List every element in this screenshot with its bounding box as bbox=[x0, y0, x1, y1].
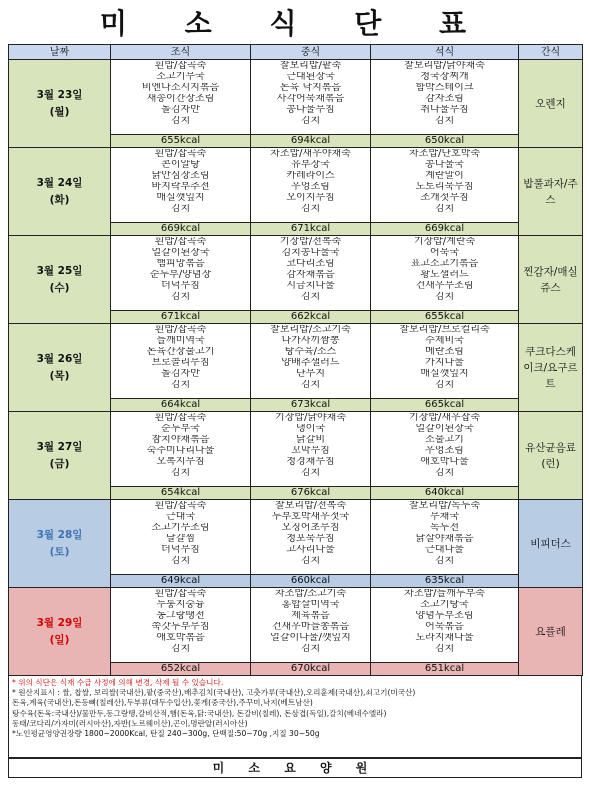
notes-section bbox=[8, 676, 582, 758]
dish-item: 순두부/양념장 bbox=[149, 269, 212, 280]
day-row bbox=[9, 500, 583, 588]
page-title: 미 소 식 단 표 bbox=[99, 7, 491, 40]
footer-facility-name: 미 소 요 양 원 bbox=[8, 758, 582, 778]
dinner-cell bbox=[371, 60, 519, 148]
lunch-cell bbox=[251, 148, 371, 236]
breakfast-kcal: 664kcal bbox=[111, 398, 250, 411]
dish-item: 김치 bbox=[300, 379, 321, 390]
day-row bbox=[9, 236, 583, 324]
dish-item: 김치 bbox=[300, 555, 321, 566]
day-row bbox=[9, 588, 583, 676]
dish-item: 김치 bbox=[434, 291, 455, 302]
breakfast-dish-list bbox=[111, 500, 250, 574]
dish-item: 콩나물국 bbox=[425, 159, 464, 170]
dish-item: 소고기탕국 bbox=[420, 599, 469, 610]
dish-item: 코다리조림 bbox=[286, 258, 335, 269]
dish-item: 흰밥/잡곡죽 bbox=[154, 589, 207, 599]
dinner-dish-list bbox=[371, 500, 518, 574]
dinner-kcal: 655kcal bbox=[371, 310, 518, 323]
dish-item: 어묵국 bbox=[430, 247, 459, 258]
dish-item: 녹두전 bbox=[430, 522, 459, 533]
dinner-cell bbox=[371, 500, 519, 588]
header-date: 날짜 bbox=[9, 45, 111, 60]
dish-item: 브로콜리무침 bbox=[151, 357, 210, 368]
date-cell bbox=[9, 412, 111, 500]
dish-item: 동그랑땡전 bbox=[156, 610, 205, 621]
breakfast-dish-list bbox=[111, 412, 250, 486]
snack-cell: 유산균음료(런) bbox=[519, 412, 583, 500]
dish-item: 김치 bbox=[434, 115, 455, 126]
dish-item: 감자채볶음 bbox=[286, 269, 335, 280]
dinner-kcal: 669kcal bbox=[371, 222, 518, 235]
dish-item: 흰밥/잡곡죽 bbox=[154, 61, 207, 71]
dish-item: 고사리나물 bbox=[286, 544, 335, 555]
breakfast-kcal: 652kcal bbox=[111, 662, 250, 675]
dish-item: 우엉조림 bbox=[291, 181, 330, 192]
dish-item: 콘이알탕 bbox=[161, 159, 200, 170]
dish-item: 순두부국 bbox=[161, 423, 200, 434]
dinner-cell bbox=[371, 324, 519, 412]
day-row bbox=[9, 60, 583, 148]
dish-item: 오징어초무침 bbox=[281, 522, 340, 533]
dish-item: 취나물무침 bbox=[420, 104, 469, 115]
dish-item: 소불고기 bbox=[425, 434, 464, 445]
snack-cell: 오렌지 bbox=[519, 60, 583, 148]
dish-item: 우엉조림 bbox=[425, 445, 464, 456]
dish-item: 청경채무침 bbox=[286, 456, 335, 467]
date-label: 3월 23일 bbox=[36, 88, 83, 101]
dish-item: 찰보리밥/팥죽 bbox=[279, 61, 342, 71]
dish-item: 김치 bbox=[170, 379, 191, 390]
lunch-kcal: 673kcal bbox=[251, 398, 370, 411]
dish-item: 기장밥/전복죽 bbox=[279, 237, 342, 247]
dish-item: 흰밥/잡곡죽 bbox=[154, 237, 207, 247]
weekday-label: (목) bbox=[49, 369, 70, 382]
dish-item: 사각어묵채볶음 bbox=[276, 93, 345, 104]
dinner-dish-list bbox=[371, 236, 518, 310]
dish-item: 청포묵무침 bbox=[286, 533, 335, 544]
dish-item: 오복지무침 bbox=[156, 456, 205, 467]
snack-cell: 요플레 bbox=[519, 588, 583, 676]
dish-item: 양배추샐러드 bbox=[281, 357, 340, 368]
date-label: 3월 29일 bbox=[36, 616, 83, 629]
note-line: 돈육,계육(국내산),돈등뼈(칠레산),두부류(대두수입산),꽃게(중국산),주꾸미,낙지(베트남산) bbox=[12, 698, 313, 708]
date-label: 3월 24일 bbox=[36, 176, 83, 189]
header-breakfast: 조식 bbox=[111, 45, 251, 60]
weekday-label: (화) bbox=[49, 193, 70, 206]
dinner-dish-list bbox=[371, 148, 518, 222]
breakfast-kcal: 649kcal bbox=[111, 574, 250, 587]
dish-item: 기장밥/새우잡죽 bbox=[409, 413, 480, 423]
dish-item: 가지나물 bbox=[425, 357, 464, 368]
breakfast-cell bbox=[111, 412, 251, 500]
lunch-kcal: 694kcal bbox=[251, 134, 370, 147]
dinner-cell bbox=[371, 236, 519, 324]
dish-item: 김치 bbox=[300, 467, 321, 478]
dish-item: 더덕무침 bbox=[161, 544, 200, 555]
dinner-cell bbox=[371, 588, 519, 676]
note-line: * 위의 식단은 식재 수급 사정에 의해 변경, 삭제 될 수 있습니다. bbox=[12, 678, 224, 687]
dish-item: 유부장국 bbox=[291, 159, 330, 170]
dish-item: 김치 bbox=[300, 115, 321, 126]
note-line: 동태/코다리/가자미(러시아산),자반(노르웨이산),곤이,명란알(러시아산) bbox=[12, 718, 248, 728]
dish-item: 청국장찌개 bbox=[420, 71, 469, 82]
dish-item: 김치 bbox=[170, 555, 191, 566]
dish-item: 김치콩나물국 bbox=[281, 247, 340, 258]
dish-item: 건새우무조림 bbox=[415, 280, 474, 291]
dish-item: 비엔나소시지볶음 bbox=[141, 82, 220, 93]
lunch-kcal: 676kcal bbox=[251, 486, 370, 499]
date-cell bbox=[9, 148, 111, 236]
dish-item: 김치 bbox=[434, 643, 455, 654]
dish-item: 찰보리밥/녹두죽 bbox=[409, 501, 480, 511]
dish-item: 김치 bbox=[170, 291, 191, 302]
breakfast-cell bbox=[111, 60, 251, 148]
dish-item: 단무지 bbox=[296, 368, 325, 379]
date-cell bbox=[9, 236, 111, 324]
breakfast-kcal: 654kcal bbox=[111, 486, 250, 499]
dish-item: 도라지채나물 bbox=[415, 632, 474, 643]
lunch-cell bbox=[251, 324, 371, 412]
dish-item: 돌김자반 bbox=[161, 104, 200, 115]
dish-item: 시금치나물 bbox=[286, 280, 335, 291]
dish-item: 무채국 bbox=[430, 511, 459, 522]
dish-item: 어묵볶음 bbox=[425, 621, 464, 632]
dish-item: 소고기무국 bbox=[156, 71, 205, 82]
dish-item: 콩나물무침 bbox=[286, 104, 335, 115]
dish-item: 햄피망볶음 bbox=[156, 258, 205, 269]
lunch-dish-list bbox=[251, 588, 370, 662]
dish-item: 근대나물 bbox=[425, 544, 464, 555]
day-row bbox=[9, 324, 583, 412]
dish-item: 닭살야채볶음 bbox=[415, 533, 474, 544]
dinner-kcal: 651kcal bbox=[371, 662, 518, 675]
weekday-label: (일) bbox=[49, 633, 70, 646]
header-snack: 간식 bbox=[519, 45, 583, 60]
dinner-dish-list bbox=[371, 60, 518, 134]
header-row bbox=[9, 45, 583, 60]
dinner-dish-list bbox=[371, 324, 518, 398]
dish-item: 냉이국 bbox=[296, 423, 325, 434]
breakfast-dish-list bbox=[111, 588, 250, 662]
dish-item: 표고소고기볶음 bbox=[410, 258, 479, 269]
dish-item: 근대국 bbox=[166, 511, 195, 522]
dish-item: 김치 bbox=[300, 203, 321, 214]
dish-item: 찰보리밥/브로컬리죽 bbox=[399, 325, 490, 335]
dish-item: 얼갈이나물/깻잎지 bbox=[270, 632, 351, 643]
dinner-dish-list bbox=[371, 412, 518, 486]
dish-item: 흰밥/잡곡죽 bbox=[154, 149, 207, 159]
breakfast-kcal: 671kcal bbox=[111, 310, 250, 323]
dish-item: 도토리묵무침 bbox=[415, 181, 474, 192]
dish-item: 돈육 낙지볶음 bbox=[279, 82, 342, 93]
dish-item: 흰밥/잡곡죽 bbox=[154, 325, 207, 335]
lunch-kcal: 662kcal bbox=[251, 310, 370, 323]
lunch-dish-list bbox=[251, 412, 370, 486]
dish-item: 매실깻잎지 bbox=[420, 368, 469, 379]
dish-item: 차조밥/들깨두부죽 bbox=[404, 589, 485, 599]
dish-item: 홍합살미역국 bbox=[281, 599, 340, 610]
dish-item: 달걀찜 bbox=[166, 533, 195, 544]
dish-item: 더덕무침 bbox=[161, 280, 200, 291]
dish-item: 김치 bbox=[434, 203, 455, 214]
weekday-label: (월) bbox=[49, 105, 70, 118]
note-line: * 원산지표시 : 쌀, 찹쌀, 보리쌀(국내산),팥(중국산),배추김치(국내산), 고춧가루(국내산),오리훈제(국내산),쇠고기(미국산) bbox=[12, 688, 416, 698]
dish-item: 찰보리밥/소고기죽 bbox=[270, 325, 351, 335]
dinner-kcal: 665kcal bbox=[371, 398, 518, 411]
dinner-dish-list bbox=[371, 588, 518, 662]
lunch-cell bbox=[251, 236, 371, 324]
dish-item: 차조밥/소고기죽 bbox=[275, 589, 346, 599]
dish-item: 김치 bbox=[170, 115, 191, 126]
lunch-dish-list bbox=[251, 148, 370, 222]
lunch-kcal: 671kcal bbox=[251, 222, 370, 235]
breakfast-kcal: 669kcal bbox=[111, 222, 250, 235]
date-cell bbox=[9, 500, 111, 588]
dish-item: 김치 bbox=[300, 643, 321, 654]
dish-item: 카레라이스 bbox=[286, 170, 335, 181]
dish-item: 애호박나물 bbox=[420, 456, 469, 467]
snack-cell: 비피더스 bbox=[519, 500, 583, 588]
dish-item: 새송이간장조림 bbox=[146, 93, 215, 104]
dish-item: 소고기무조림 bbox=[151, 522, 210, 533]
dish-item: 수제비국 bbox=[425, 335, 464, 346]
breakfast-dish-list bbox=[111, 148, 250, 222]
dish-item: 김치 bbox=[434, 555, 455, 566]
dish-item: 탕수육/소스 bbox=[284, 346, 337, 357]
date-cell bbox=[9, 60, 111, 148]
dish-item: 황도샐러드 bbox=[420, 269, 469, 280]
breakfast-dish-list bbox=[111, 60, 250, 134]
lunch-cell bbox=[251, 60, 371, 148]
dish-item: 쑥갓두부무침 bbox=[151, 621, 210, 632]
dish-item: 양념두부조림 bbox=[415, 610, 474, 621]
breakfast-cell bbox=[111, 148, 251, 236]
note-line: *노인평균영양권장량 1800~2000Kcal, 탄질 240~300g, 단백질:50~70g ,지질 30~50g bbox=[12, 729, 320, 739]
weekday-label: (토) bbox=[49, 545, 70, 558]
date-label: 3월 28일 bbox=[36, 528, 83, 541]
dish-item: 차조밥/새우야채죽 bbox=[270, 149, 351, 159]
dish-item: 오이지무침 bbox=[286, 192, 335, 203]
dish-item: 숙주미나리나물 bbox=[146, 445, 215, 456]
dish-item: 닭안심장조림 bbox=[151, 170, 210, 181]
dish-item: 기장밥/계란죽 bbox=[413, 237, 476, 247]
dish-item: 흰밥/잡곡죽 bbox=[154, 413, 207, 423]
dinner-kcal: 640kcal bbox=[371, 486, 518, 499]
dish-item: 들깨미역국 bbox=[156, 335, 205, 346]
date-label: 3월 25일 bbox=[36, 264, 83, 277]
dish-item: 메란조림 bbox=[425, 346, 464, 357]
dish-item: 김치 bbox=[434, 467, 455, 478]
dish-item: 찰보리밥/닭야채죽 bbox=[404, 61, 485, 71]
dish-item: 얼갈이된장국 bbox=[151, 247, 210, 258]
dish-item: 흰밥/잡곡죽 bbox=[154, 501, 207, 511]
dish-item: 누룽지숭늉 bbox=[156, 599, 205, 610]
dish-item: 돈육간장불고기 bbox=[146, 346, 215, 357]
dish-item: 애호박볶음 bbox=[156, 632, 205, 643]
lunch-dish-list bbox=[251, 236, 370, 310]
breakfast-cell bbox=[111, 588, 251, 676]
dish-item: 얼갈이된장국 bbox=[415, 423, 474, 434]
header-dinner: 석식 bbox=[371, 45, 519, 60]
breakfast-cell bbox=[111, 500, 251, 588]
day-row bbox=[9, 148, 583, 236]
breakfast-cell bbox=[111, 236, 251, 324]
dish-item: 김치 bbox=[434, 379, 455, 390]
lunch-cell bbox=[251, 412, 371, 500]
dish-item: 조개젓무침 bbox=[420, 192, 469, 203]
date-cell bbox=[9, 324, 111, 412]
dish-item: 두부호박새우젓국 bbox=[271, 511, 350, 522]
breakfast-dish-list bbox=[111, 236, 250, 310]
dish-item: 매실깻잎지 bbox=[156, 192, 205, 203]
dish-item: 함박스테이크 bbox=[415, 82, 474, 93]
dinner-kcal: 635kcal bbox=[371, 574, 518, 587]
lunch-dish-list bbox=[251, 60, 370, 134]
dinner-cell bbox=[371, 412, 519, 500]
dish-item: 김치 bbox=[300, 291, 321, 302]
dish-item: 계란말이 bbox=[425, 170, 464, 181]
dish-item: 김치 bbox=[170, 467, 191, 478]
dish-item: 기장밥/닭야채죽 bbox=[275, 413, 346, 423]
lunch-kcal: 670kcal bbox=[251, 662, 370, 675]
dish-item: 나가사끼짬뽕 bbox=[281, 335, 340, 346]
header-lunch: 중식 bbox=[251, 45, 371, 60]
lunch-dish-list bbox=[251, 324, 370, 398]
lunch-kcal: 660kcal bbox=[251, 574, 370, 587]
dish-item: 참치야채볶음 bbox=[151, 434, 210, 445]
breakfast-kcal: 655kcal bbox=[111, 134, 250, 147]
snack-cell: 밥풀과자/주스 bbox=[519, 148, 583, 236]
weekday-label: (수) bbox=[49, 281, 70, 294]
lunch-dish-list bbox=[251, 500, 370, 574]
dinner-cell bbox=[371, 148, 519, 236]
dish-item: 감자조림 bbox=[425, 93, 464, 104]
dish-item: 근대된장국 bbox=[286, 71, 335, 82]
dish-item: 건새우마늘쫑볶음 bbox=[271, 621, 350, 632]
snack-cell: 쿠크다스케이크/요구르트 bbox=[519, 324, 583, 412]
dish-item: 김치 bbox=[170, 203, 191, 214]
dinner-kcal: 650kcal bbox=[371, 134, 518, 147]
menu-table bbox=[8, 44, 583, 676]
dish-item: 찰보리밥/전복죽 bbox=[275, 501, 346, 511]
dish-item: 차조밥/단호박죽 bbox=[409, 149, 480, 159]
breakfast-dish-list bbox=[111, 324, 250, 398]
dish-item: 김치 bbox=[170, 643, 191, 654]
weekday-label: (금) bbox=[49, 457, 70, 470]
dish-item: 돌김자반 bbox=[161, 368, 200, 379]
lunch-cell bbox=[251, 588, 371, 676]
snack-cell: 찐감자/매실쥬스 bbox=[519, 236, 583, 324]
dish-item: 제육볶음 bbox=[291, 610, 330, 621]
date-label: 3월 27일 bbox=[36, 440, 83, 453]
dish-item: 바지락부추전 bbox=[151, 181, 210, 192]
date-cell bbox=[9, 588, 111, 676]
note-line: 탕수육(돈육:국내산)/물만두,동그랑땡,갈비산적,햄(돈육,닭:국내산), 돈갈비(칠레), 돈삼겹(독일),갈치(베네수엘라) bbox=[12, 708, 387, 718]
lunch-cell bbox=[251, 500, 371, 588]
dish-item: 꼬막무침 bbox=[291, 445, 330, 456]
day-row bbox=[9, 412, 583, 500]
dish-item: 닭갈비 bbox=[296, 434, 325, 445]
breakfast-cell bbox=[111, 324, 251, 412]
date-label: 3월 26일 bbox=[36, 352, 83, 365]
